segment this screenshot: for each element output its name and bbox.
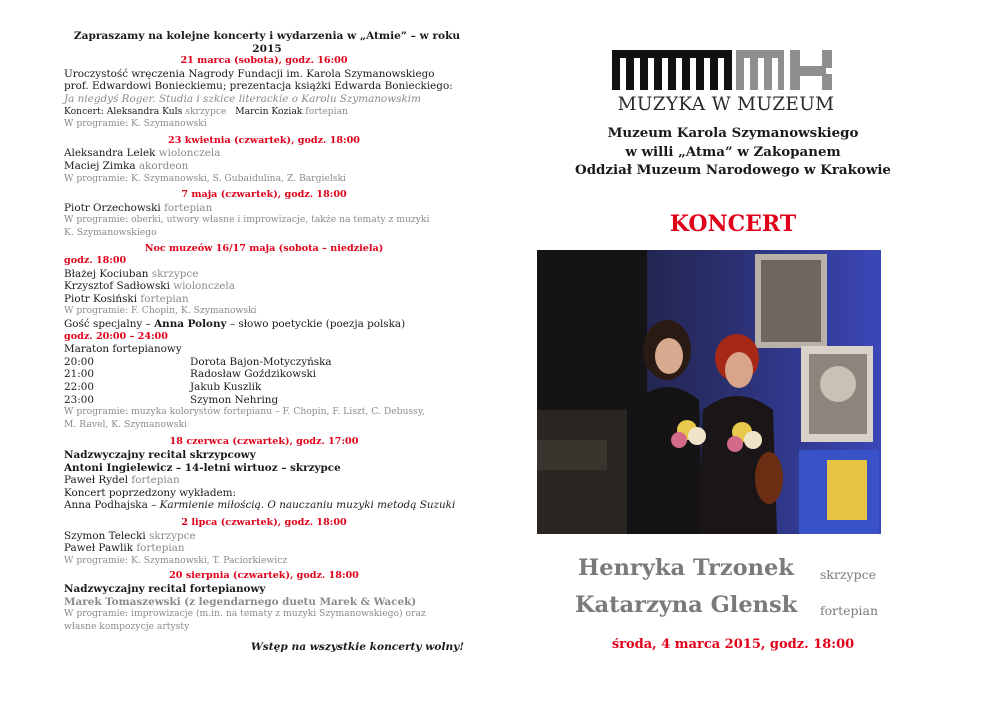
performer-name: Piotr Orzechowski <box>64 201 161 214</box>
performer-name: Paweł Pawlik <box>64 542 133 555</box>
performer-line: Antoni Ingielewicz – 14-letni wirtuoz – skrzypce <box>64 461 341 474</box>
performer-name: Krzysztof Sadłowski <box>64 280 170 293</box>
schedule-pianist: Radosław Goździkowski <box>190 368 317 381</box>
performer-name: Paweł Rydel <box>64 474 129 487</box>
event-title: Nadzwyczajny recital skrzypcowy <box>64 449 256 461</box>
marathon-title: Maraton fortepianowy <box>64 343 182 356</box>
schedule-row <box>64 356 464 369</box>
instrument: fortepian <box>140 292 189 305</box>
event-1 <box>64 55 464 131</box>
logo-text: MUZYKA W MUZEUM <box>617 94 835 115</box>
guest-desc: – słowo poetyckie (poezja polska) <box>229 318 406 331</box>
schedule-row <box>64 368 464 381</box>
event-date: 2 lipca (czwartek), godz. 18:00 <box>181 516 347 528</box>
events-column <box>64 30 464 654</box>
program: W programie: improwizacje (m.in. na tematy z muzyki Szymanowskiego) oraz <box>64 608 426 620</box>
schedule-row <box>64 394 464 407</box>
performer-line <box>64 530 464 543</box>
program: własne kompozycje artysty <box>64 620 190 632</box>
museum-line: w willi „Atma” w Zakopanem <box>625 143 841 160</box>
events-header: Zapraszamy na kolejne koncerty i wydarzenia w „Atmie” – w roku 2015 <box>73 30 461 55</box>
instrument: wiolonczela <box>158 147 221 160</box>
performers-photo <box>537 250 881 534</box>
schedule-time: 22:00 <box>64 381 94 394</box>
guest-line <box>64 318 464 331</box>
performer-name: Aleksandra Kuls <box>106 105 183 117</box>
performer-line: Marek Tomaszewski (z legendarnego duetu Marek & Wacek) <box>64 595 417 608</box>
instrument: akordeon <box>138 159 189 172</box>
event-3 <box>64 189 464 239</box>
instrument: skrzypce <box>149 529 196 542</box>
performer-line <box>64 542 464 555</box>
performer-1-name: Henryka Trzonek <box>578 555 794 581</box>
instrument: skrzypce <box>185 105 227 117</box>
event-title: Nadzwyczajny recital fortepianowy <box>64 582 266 595</box>
schedule-pianist: Dorota Bajon-Motyczyńska <box>190 355 332 368</box>
program: W programie: oberki, utwory własne i improwizacje, także na tematy z muzyki <box>64 214 430 226</box>
performer-name: Szymon Telecki <box>64 529 146 542</box>
program: W programie: K. Szymanowski, T. Paciorkiewicz <box>64 554 288 566</box>
schedule-time: 21:00 <box>64 368 94 381</box>
lecture-line <box>64 499 464 512</box>
instrument: fortepian <box>305 105 348 117</box>
event-line: Koncert poprzedzony wykładem: <box>64 486 237 499</box>
schedule-pianist: Jakub Kuszlik <box>190 381 262 394</box>
book-title: Ja niegdyś Roger. Studia i szkice literackie o Karolu Szymanowskim <box>64 92 421 105</box>
event-date: 20 sierpnia (czwartek), godz. 18:00 <box>169 570 359 582</box>
instrument: skrzypce <box>151 267 199 280</box>
performer-name: Piotr Kosiński <box>64 292 138 305</box>
program: K. Szymanowskiego <box>64 226 157 238</box>
schedule-time: 23:00 <box>64 393 94 406</box>
program: W programie: F. Chopin, K. Szymanowski <box>64 305 257 317</box>
event-line: Uroczystość wręczenia Nagrody Fundacji im. Karola Szymanowskiego <box>64 67 435 80</box>
schedule-row <box>64 381 464 394</box>
performer-line <box>64 293 464 306</box>
program: M. Ravel, K. Szymanowski <box>64 418 188 430</box>
performer-line <box>64 268 464 281</box>
event-time: godz. 18:00 <box>64 255 127 267</box>
instrument: fortepian <box>131 474 180 487</box>
concert-label: Koncert: <box>64 105 104 117</box>
event-date: 18 czerwca (czwartek), godz. 17:00 <box>169 436 359 448</box>
instrument: fortepian <box>164 201 213 214</box>
lecturer: Anna Podhajska – <box>64 499 157 512</box>
museum-name <box>520 124 946 180</box>
event-date: 23 kwietnia (czwartek), godz. 18:00 <box>168 134 360 146</box>
performer-2-name: Katarzyna Glensk <box>575 592 798 618</box>
performer-line <box>64 147 464 160</box>
instrument: wiolonczela <box>173 280 235 293</box>
instrument: fortepian <box>136 542 185 555</box>
program: W programie: muzyka kolorystów fortepianu – F. Chopin, F. Liszt, C. Debussy, <box>64 406 425 418</box>
performer-name: Maciej Zimka <box>64 159 136 172</box>
museum-line: Oddział Muzeum Narodowego w Krakowie <box>575 162 891 178</box>
event-date: 21 marca (sobota), godz. 16:00 <box>180 55 348 67</box>
event-2 <box>64 135 464 185</box>
concert-date: środa, 4 marca 2015, godz. 18:00 <box>611 637 855 652</box>
concert-heading: KONCERT <box>669 211 797 237</box>
event-7 <box>64 570 464 633</box>
performer-line <box>64 202 464 215</box>
program: W programie: K. Szymanowski, S. Gubaidulina, Z. Bargielski <box>64 172 346 184</box>
guest-name: Anna Polony <box>154 318 227 331</box>
event-date: 7 maja (czwartek), godz. 18:00 <box>181 189 347 201</box>
event-4 <box>64 243 464 432</box>
free-entry-note: Wstęp na wszystkie koncerty wolny! <box>250 641 464 654</box>
performer-name: Marcin Koziak <box>235 105 303 117</box>
performer-1-instrument: skrzypce <box>820 567 877 582</box>
event-6 <box>64 517 464 567</box>
performer-line <box>64 106 464 119</box>
performer-line <box>64 280 464 293</box>
marathon-schedule <box>64 356 464 406</box>
performer-2-instrument: fortepian <box>820 603 879 618</box>
event-line: prof. Edwardowi Bonieckiemu; prezentacja książki Edwarda Bonieckiego: <box>64 80 453 93</box>
performer-line <box>64 474 464 487</box>
schedule-pianist: Szymon Nehring <box>190 393 279 406</box>
performer-name: Aleksandra Lelek <box>64 147 156 160</box>
schedule-time: 20:00 <box>64 355 94 368</box>
event-date: Noc muzeów 16/17 maja (sobota – niedziela) <box>144 242 384 254</box>
performer-line <box>64 160 464 173</box>
event-time: godz. 20:00 – 24:00 <box>64 330 168 342</box>
guest-label: Gość specjalny – <box>64 318 151 331</box>
performer-name: Błażej Kociuban <box>64 267 149 280</box>
museum-line: Muzeum Karola Szymanowskiego <box>607 125 859 141</box>
program: W programie: K. Szymanowski <box>64 118 207 130</box>
lecture-title: Karmienie miłością. O nauczaniu muzyki metodą Suzuki <box>159 499 456 512</box>
event-5 <box>64 436 464 512</box>
